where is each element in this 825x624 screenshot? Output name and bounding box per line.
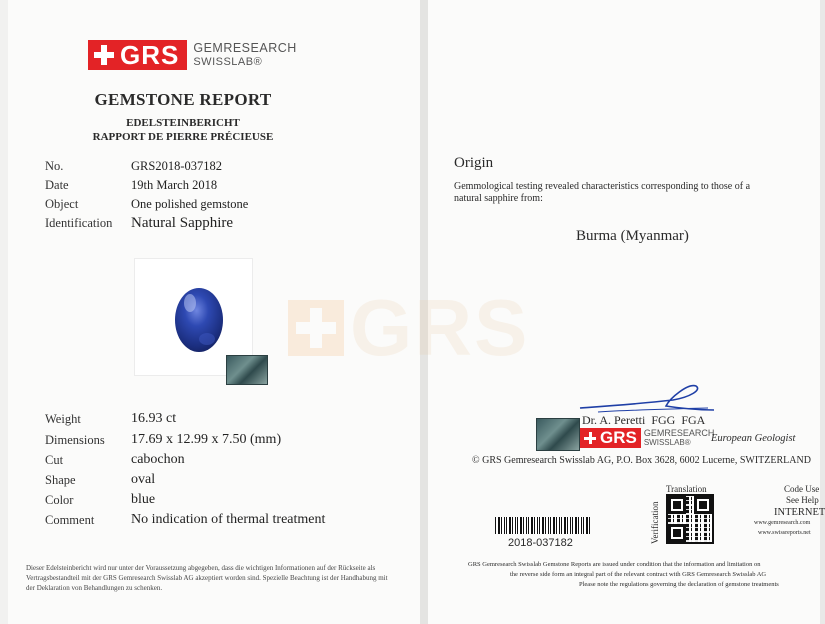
grs-logo-small: GRS GEMRESEARCH SWISSLAB® (580, 428, 714, 448)
field-dimensions-label: Dimensions (45, 433, 105, 447)
field-cut-label: Cut (45, 453, 64, 467)
see-help-label: See Help (786, 495, 819, 505)
hologram-seal (226, 355, 268, 385)
disclaimer-line-2: the reverse side form an integral part of the relevant contract with GRS Gemresearch Swisslab AG (510, 571, 767, 578)
signatory-name: Dr. A. Peretti FGG FGA (582, 413, 706, 427)
field-shape-value: oval (131, 472, 156, 487)
barcode-number: 2018-037182 (508, 537, 573, 549)
disclaimer-line-3: Please note the regulations governing the declaration of gemstone treatments (579, 581, 779, 588)
legal-footnote: Dieser Edelsteinbericht wird nur unter der Voraussetzung abgegeben, dass die wichtigen Informationen auf der Rückseite als Vertragsbestandteil mit der GRS Gemresearch Swisslab AG akzeptiert worden sind. Spezielle Beachtung ist der Handhabung mit der Deklaration von Behandlungen zu schenken. (26, 564, 388, 592)
field-comment-value: No indication of thermal treatment (131, 512, 326, 527)
url-swissreports: www.swissreports.net (758, 530, 811, 536)
report-title: GEMSTONE REPORT (94, 90, 272, 109)
signatory-title: European Geologist (711, 433, 796, 444)
hologram-seal-right (536, 418, 580, 451)
field-object-label: Object (45, 197, 79, 211)
grs-watermark: GRS (288, 282, 529, 374)
lab-address: © GRS Gemresearch Swisslab AG, P.O. Box 3628, 6002 Lucerne, SWITZERLAND (472, 455, 811, 466)
field-comment-label: Comment (45, 513, 95, 527)
logo-small-line-1: GEMRESEARCH (643, 428, 715, 438)
origin-location: Burma (Myanmar) (576, 228, 689, 244)
report-barcode (495, 517, 590, 534)
report-subtitle-de: EDELSTEINBERICHT (126, 117, 240, 129)
field-object-value: One polished gemstone (131, 197, 249, 211)
field-no-label: No. (45, 159, 64, 173)
logo-line-1: GEMRESEARCH (193, 41, 297, 56)
field-date-value: 19th March 2018 (131, 178, 218, 192)
grs-logo: GRS GEMRESEARCH SWISSLAB® (88, 40, 297, 70)
field-identification-value: Natural Sapphire (131, 215, 234, 231)
logo-cross-horizontal (94, 52, 114, 58)
field-color-label: Color (45, 493, 74, 507)
translation-label: Translation (666, 484, 707, 494)
field-dimensions-value: 17.69 x 12.99 x 7.50 (mm) (131, 432, 282, 447)
report-subtitle-fr: RAPPORT DE PIERRE PRÉCIEUSE (92, 131, 274, 143)
verification-label: Verification (650, 501, 660, 544)
field-weight-value: 16.93 ct (131, 411, 177, 426)
disclaimer-line-1: GRS Gemresearch Swisslab Gemstone Reports are issued under condition that the information and limitation on (468, 561, 761, 568)
logo-small-line-2: SWISSLAB® (643, 438, 691, 447)
logo-line-2: SWISSLAB® (193, 55, 263, 68)
origin-description: Gemmological testing revealed characteristics corresponding to those of a natural sapphire from: (454, 181, 751, 204)
field-weight-label: Weight (45, 412, 81, 426)
origin-heading: Origin (454, 155, 494, 171)
url-gemresearch: www.gemresearch.com (754, 520, 811, 526)
field-shape-label: Shape (45, 473, 76, 487)
field-color-value: blue (131, 492, 156, 507)
left-edge-strip (0, 0, 8, 624)
field-date-label: Date (45, 178, 69, 192)
internet-label: INTERNET (774, 507, 825, 518)
field-no-value: GRS2018-037182 (131, 159, 222, 173)
field-cut-value: cabochon (131, 452, 185, 467)
logo-cross-horizontal (584, 437, 596, 440)
signature-scribble (578, 382, 718, 416)
code-use-label: Code Use (784, 484, 820, 494)
verification-qr-code (666, 494, 714, 544)
field-identification-label: Identification (45, 216, 113, 230)
